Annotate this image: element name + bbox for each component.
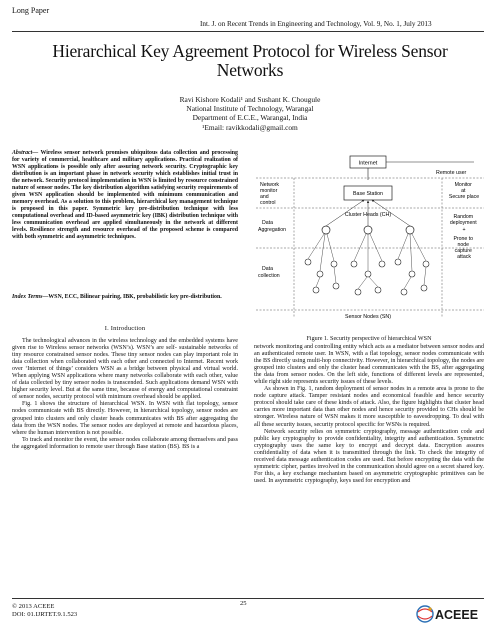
abstract-label: Abstract— [12, 150, 39, 156]
body-paragraph: The technological advances in the wireless technology and the embedded systems have given rise to Wireless sensor networks (WSN’s). WSN’s are self- sustainable networks of tiny resource constrained sensor nodes. These tiny sensor nodes can play important role in data collection when collaborated with each other and connected to Internet. Recent work over ‘Internet of things’ considers WSN as a bridge between physical and virtual world. When applying WSN applications where many networks collaborate with each other, value of data collected by tiny sensor nodes is transcended. Such applications demand WSN with higher security level. But at the same time, because of energy and computational constraint of sensor nodes, security protocol with minimum overhead should be applied. [12, 338, 238, 401]
right-column-body [254, 344, 484, 485]
copyright-text: © 2013 ACEEE [12, 603, 55, 610]
index-terms-label: Index Terms [12, 294, 43, 300]
journal-header: Int. J. on Recent Trends in Engineering and Technology, Vol. 9, No. 1, July 2013 [200, 20, 432, 28]
logo-text: ACEEE [435, 608, 479, 622]
figure-caption: Figure 1. Security perspective of hierarchical WSN [306, 336, 432, 342]
body-paragraph: To track and monitor the event, the sensor nodes collaborate among themselves and pass the aggregated information to remote user through Base station (BS). BS is a [12, 436, 238, 450]
footer-left [12, 603, 77, 619]
paper-type-label: Long Paper [12, 6, 50, 15]
figure-1-diagram [254, 150, 486, 336]
aceee-logo [415, 600, 487, 626]
random-deployment-label: Random deployment + [449, 214, 477, 233]
page-number: 25 [240, 600, 247, 607]
body-paragraph: network monitoring and controlling entity which acts as a mediator between sensor nodes and an authenticated remote user. In WSN, with a flat topology, sensor nodes communicate with the BS directly using multi-hop connectivity. However, in hierarchical topology, the nodes are grouped into clusters and only the cluster head communicates with the BS, after aggregating the data from sensor nodes. On the left side, functions of different levels are represented, while right side represents security issues of these levels. [254, 344, 484, 386]
index-terms [12, 294, 238, 301]
sensor-nodes-label: Sensor Nodes (SN) [345, 314, 391, 320]
footer-rule [12, 598, 484, 599]
data-aggregation-label: Data Aggregation [258, 220, 286, 233]
monitor-secure-label: Monitor at Secure place [448, 182, 480, 200]
cluster-heads-label: Cluster Heads (CH) [344, 212, 392, 218]
affiliation-institute: National Institute of Technology, Warangal [186, 104, 314, 114]
sensor-links [308, 234, 426, 289]
data-collection-label: Data collection [258, 266, 280, 279]
cluster-head-node [364, 226, 372, 234]
cluster-head-node [406, 226, 414, 234]
body-paragraph: Network security relies on symmetric cryptography, message authentication code and public key cryptography to provide confidentiality, integrity and authentication. Symmetric cryptography uses the same key to encrypt and decrypt data. Encryption assures confidentiality of data when it is transmitted through the link. To check the integrity of received data message authentication codes are used. But before encrypting the data with the symmetric cipher, parties involved in the communication should agree on a secret shared key. For this, a key exchange mechanism based on asymmetric cryptographic primitives can be used. In asymmetric cryptography, keys used for encryption and [254, 428, 484, 484]
remote-user-label: Remote user [436, 170, 467, 176]
affiliation-department: Department of E.C.E., Warangal, India [192, 113, 308, 123]
index-terms-text: —WSN, ECC, Bilinear pairing, IBK, probabilistic key pre-distribution. [42, 294, 222, 300]
author-names: Ravi Kishore Kodali¹ and Sushant K. Chougule [179, 95, 321, 104]
body-paragraph: Fig. 1 shows the structure of hierarchical WSN. In WSN with flat topology, sensor nodes communicate with BS directly. However, in hierarchical topology, sensor nodes are grouped into clusters and only cluster heads communicates with BS after aggregating the data from the WSN nodes. The sensor nodes are deployed at remote and hazardous places, where the human intervention is not possible. [12, 401, 238, 436]
network-monitor-label: Network monitor and control [260, 182, 280, 206]
header-rule [12, 31, 484, 32]
author-email: ¹Email: ravikkodali@gmail.com [202, 122, 298, 132]
paper-title: Hierarchical Key Agreement Protocol for Wireless Sensor Networks [52, 41, 448, 80]
section-heading: I. Introduction [104, 325, 146, 332]
node-capture-label: Prone to node capture attack [453, 236, 474, 260]
doi-text: DOI: 01.IJRTET.9.1.523 [12, 611, 78, 618]
internet-label: Internet [358, 160, 378, 167]
left-column-body [12, 338, 238, 451]
cluster-head-node [322, 226, 330, 234]
author-block [100, 95, 400, 132]
body-paragraph: As shown in Fig. 1, random deployment of sensor nodes in a remote area is prone to the node capture attack. Tamper resistant nodes and economical feasible and hence security protocol should take care of these kinds of attack. Also, the figure highlights that cluster head carries more important data than other nodes and hence security provided to CHs should be stronger. Wireless nature of WSN makes it more susceptible to eavesdropping. To deal with all these security issues, security protocol specific for WSNs is required. [254, 386, 484, 428]
abstract-text: Wireless sensor network promises ubiquitous data collection and processing for variety of commercial, healthcare and military applications. Practical realization of WSN applications is possible only after assuring network security. Cryptographic key distribution is an important phase in network security which establishes initial trust in the network. Security protocol implementation in WSN is limited by resource constrained nature of sensor nodes. The key distribution algorithm satisfying security requirements of given WSN application should be implemented with minimum communication and memory overhead. As a solution to this problem, hierarchical key management technique is proposed in this paper. Symmetric key pre-distribution technique with less computational overhead and ID-based asymmetric key (IBK) distribution technique with less communication overhead are applied simultaneously in the network at different levels. Resilience strength and resource overhead of the proposed scheme is compared with both symmetric and asymmetric techniques. [12, 150, 238, 240]
base-station-label: Base Station [352, 191, 384, 197]
abstract [12, 150, 238, 241]
